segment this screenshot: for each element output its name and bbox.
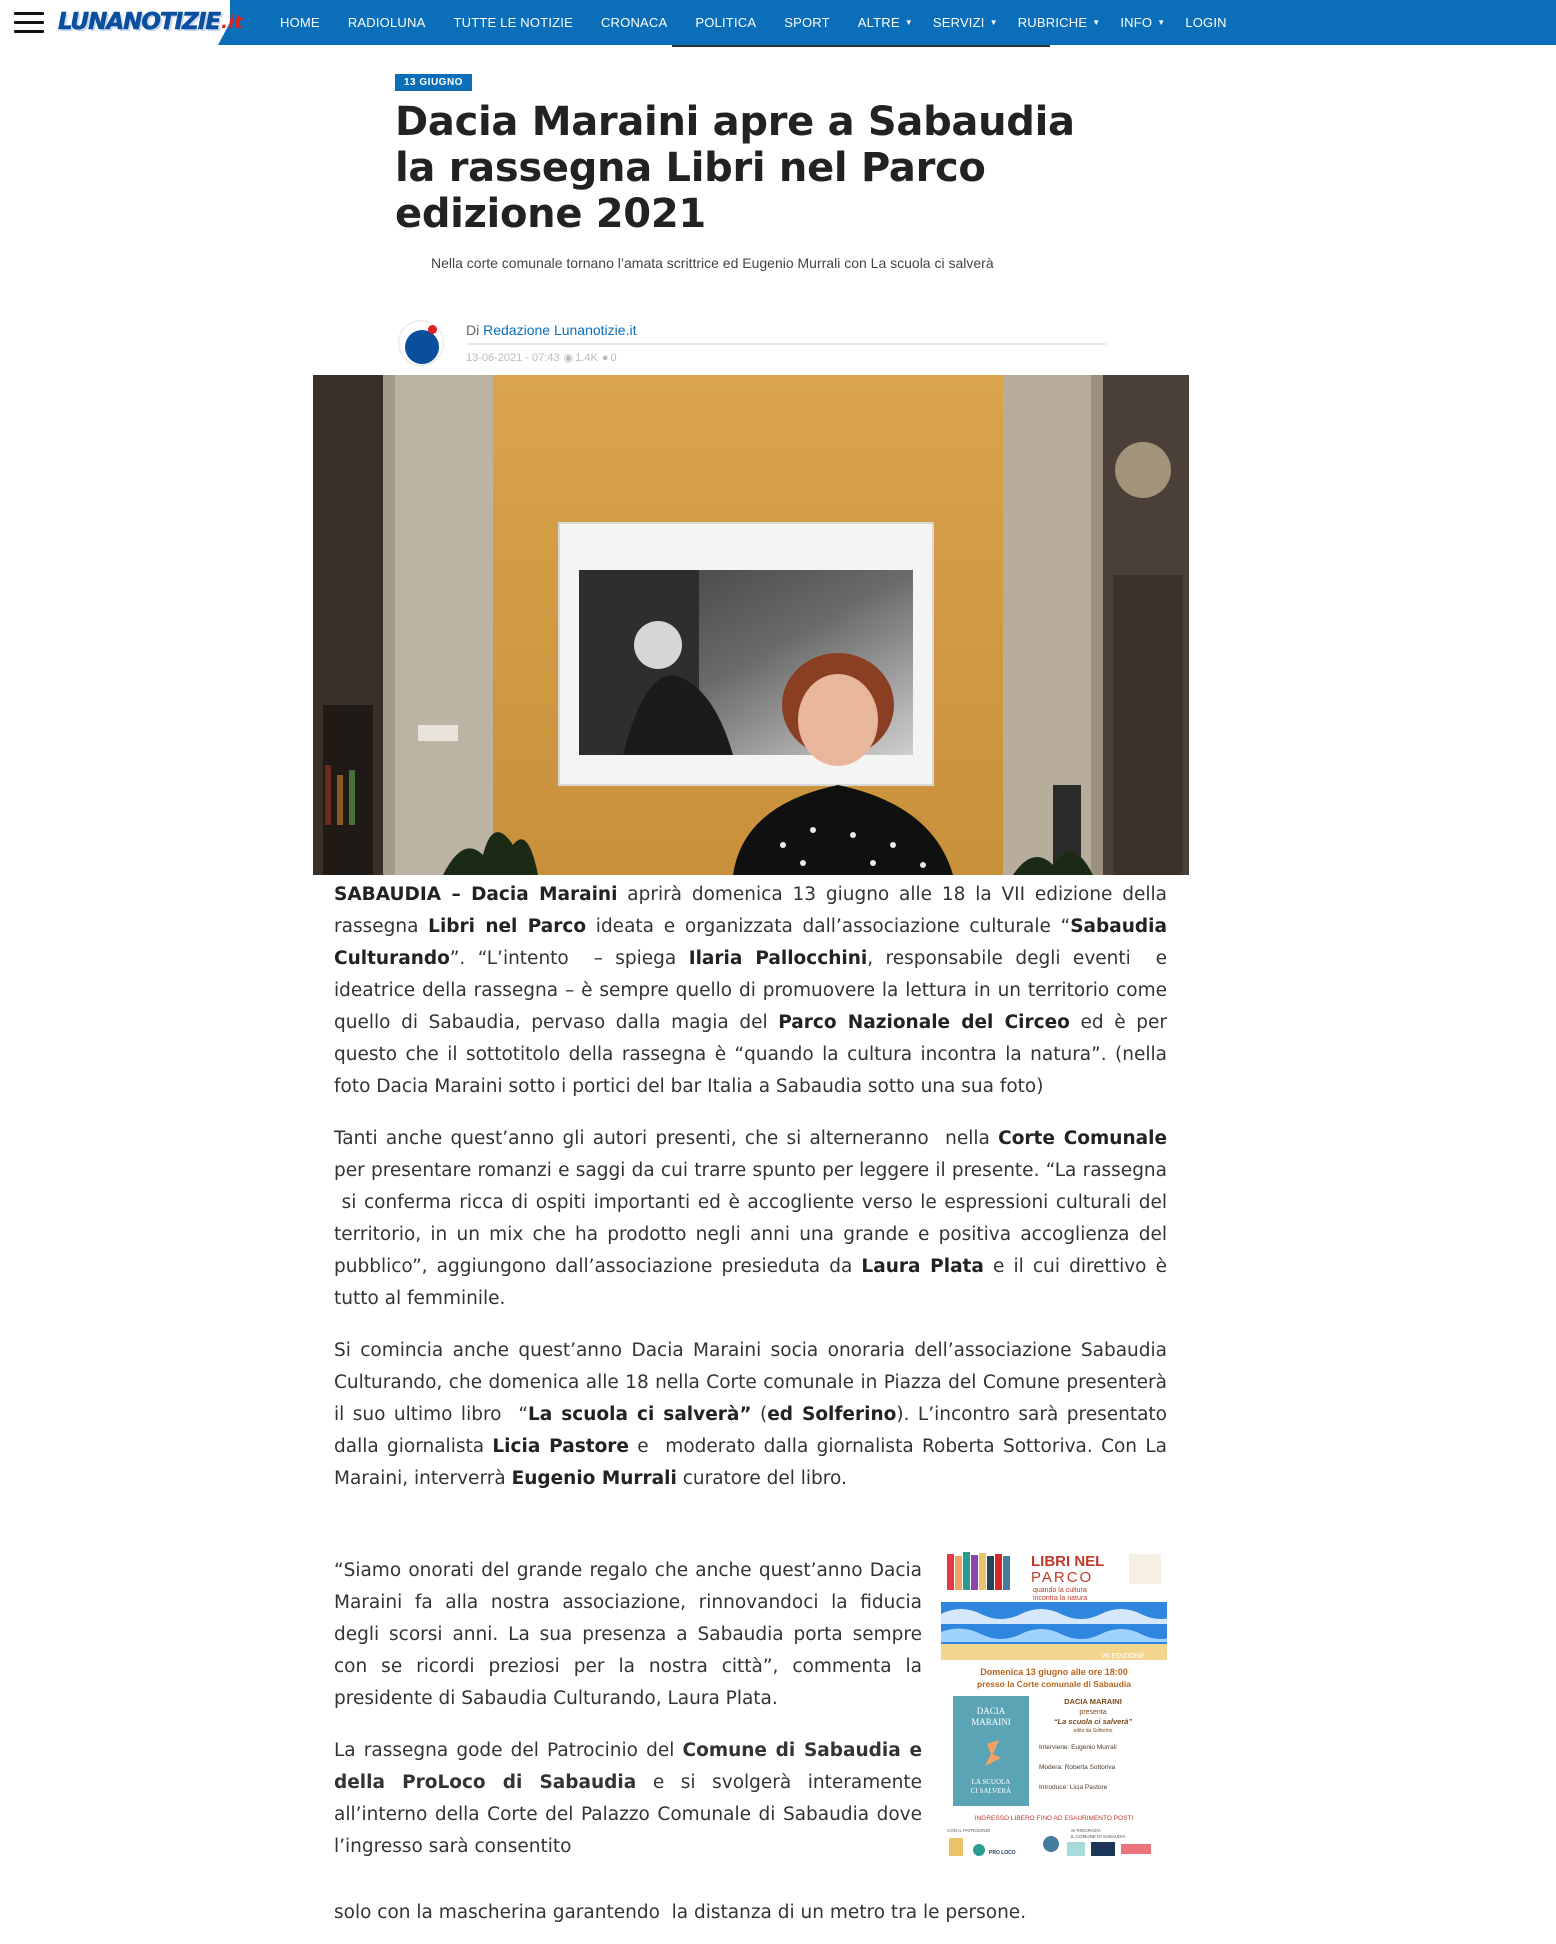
nav-item-radioluna[interactable] (348, 15, 426, 30)
article-subtitle: Nella corte comunale tornano l’amata scrittrice ed Eugenio Murrali con La scuola ci salverà (431, 255, 994, 271)
nav-item-politica[interactable] (695, 15, 756, 30)
poster-patronage: CON IL PATROCINIO (947, 1828, 991, 1833)
view-count: 1.4K (575, 351, 598, 364)
poster-moderator: Modera: Roberta Sottoriva (1039, 1764, 1116, 1771)
poster-proloco: PRO LOCO (989, 1850, 1016, 1856)
poster-title-1: LIBRI NEL (1031, 1553, 1105, 1570)
author-avatar[interactable] (398, 320, 444, 366)
poster-thanks-1: SI RINGRAZIA (1071, 1828, 1102, 1833)
article-title: Dacia Maraini apre a Sabaudia la rassegna Libri nel Parco edizione 2021 (395, 99, 1075, 237)
poster-where: presso la Corte comunale di Sabaudia (977, 1679, 1131, 1689)
nav-label: TUTTE LE NOTIZIE (453, 15, 573, 30)
nav-item-servizi[interactable] (933, 15, 998, 30)
poster-title-2: PARCO (1031, 1569, 1094, 1586)
poster-thanks-2: IL COMUNE DI SABAUDIA (1071, 1834, 1126, 1839)
author-divider (466, 343, 1106, 345)
poster-edition: VII EDIZIONE (1101, 1653, 1145, 1660)
author-block (398, 318, 1108, 370)
event-poster (941, 1544, 1167, 1864)
hero-photo (313, 375, 1189, 875)
logo-wordmark: LUNANOTIZIE (58, 9, 221, 35)
cover-author-2: MARAINI (971, 1717, 1011, 1727)
nav-label: RADIOLUNA (347, 15, 426, 30)
nav-label: ALTRE (857, 15, 900, 30)
article-meta (466, 351, 617, 364)
nav-item-login[interactable] (1185, 15, 1226, 30)
nav-item-rubriche[interactable] (1018, 15, 1101, 30)
paragraph-1: SABAUDIA – Dacia Maraini aprirà domenica 13 giugno alle 18 la VII edizione della rassegna Libri nel Parco ideata e organizzata dall’associazione culturale “Sabaudia Culturando”. “L’intento – spiega Ilaria Pallocchini, responsabile degli eventi e ideatrice della rassegna – è sempre quello di promuovere la lettura in un territorio come quello di Sabaudia, pervaso dalla magia del Parco Nazionale del Circeo ed è per questo che il sottotitolo della rassegna è “quando la cultura incontra la natura”. (nella foto Dacia Maraini sotto i portici del bar Italia a Sabaudia sotto una sua foto) (334, 884, 1167, 1097)
chevron-down-icon: ▼ (904, 18, 913, 27)
nav-label: INFO (1120, 15, 1153, 30)
top-navigation-bar (0, 0, 1556, 45)
logo-suffix: .it (221, 11, 243, 33)
nav-label: SERVIZI (932, 15, 985, 30)
poster-presents: presenta (1079, 1709, 1107, 1716)
paragraph-5: La rassegna gode del Patrocinio del Comune di Sabaudia e della ProLoco di Sabaudia e si svolgerà interamente all’interno della Corte del Palazzo Comunale di Sabaudia dove l’ingresso sarà consentito (334, 1740, 922, 1857)
nav-item-tutte-le-notizie[interactable] (453, 15, 572, 30)
nav-item-sport[interactable] (784, 15, 830, 30)
nav-label: HOME (280, 15, 320, 30)
category-badge[interactable]: 13 GIUGNO (395, 74, 472, 91)
poster-entry: INGRESSO LIBERO FINO AD ESAURIMENTO POSTI (974, 1815, 1134, 1822)
nav-label: CRONACA (600, 15, 668, 30)
poster-introducer: Introduce: Licia Pastore (1039, 1784, 1108, 1791)
comment-count: 0 (610, 351, 617, 364)
cover-title-1: LA SCUOLA (971, 1778, 1011, 1786)
nav-item-info[interactable] (1120, 15, 1165, 30)
cover-author-1: DACIA (976, 1706, 1006, 1716)
poster-speaker: Interviene: Eugenio Murrali (1039, 1744, 1117, 1751)
site-logo[interactable] (58, 7, 243, 37)
nav-item-altre[interactable] (858, 15, 913, 30)
nav-label: POLITICA (695, 15, 757, 30)
cover-title-2: CI SALVERÀ (970, 1787, 1012, 1795)
author-byline (466, 322, 636, 338)
author-link[interactable]: Redazione Lunanotizie.it (483, 322, 637, 338)
paragraph-5-last-line: solo con la mascherina garantendo la distanza di un metro tra le persone. (334, 1902, 1027, 1923)
nav-item-home[interactable] (280, 15, 320, 30)
main-nav (280, 0, 1255, 45)
eye-icon: ◉ (563, 352, 574, 364)
poster-when: Domenica 13 giugno alle ore 18:00 (980, 1667, 1128, 1677)
nav-label: RUBRICHE (1017, 15, 1088, 30)
article-date: 13-06-2021 - 07:43 (466, 351, 560, 364)
nav-label: LOGIN (1185, 15, 1227, 30)
paragraph-3: Si comincia anche quest’anno Dacia Maraini socia onoraria dell’associazione Sabaudia Culturando, che domenica alle 18 nella Corte comunale in Piazza del Comune presenterà il suo ultimo libro “La scuola ci salverà” (ed Solferino). L’incontro sarà presentato dalla giornalista Licia Pastore e moderato dalla giornalista Roberta Sottoriva. Con La Maraini, interverrà Eugenio Murrali curatore del libro. (334, 1340, 1167, 1489)
paragraph-4: “Siamo onorati del grande regalo che anche quest’anno Dacia Maraini fa alla nostra associazione, rinnovandoci la fiducia degli scorsi anni. La sua presenza a Sabaudia porta sempre con se ricordi preziosi per la nostra città”, commenta la presidente di Sabaudia Culturando, Laura Plata. (334, 1560, 922, 1709)
poster-publisher: edito da Solferino (1073, 1728, 1113, 1734)
poster-tagline-1: quando la cultura (1033, 1587, 1087, 1594)
nav-item-cronaca[interactable] (601, 15, 667, 30)
hamburger-icon[interactable] (14, 12, 44, 34)
header-divider (672, 45, 1050, 47)
chevron-down-icon: ▼ (1092, 18, 1101, 27)
comment-icon[interactable]: ● (601, 351, 609, 364)
poster-author: DACIA MARAINI (1064, 1697, 1122, 1706)
poster-book: “La scuola ci salverà” (1053, 1717, 1133, 1726)
nav-label: SPORT (784, 15, 830, 30)
author-prefix: Di (466, 322, 480, 338)
paragraph-2: Tanti anche quest’anno gli autori presenti, che si alterneranno nella Corte Comunale per presentare romanzi e saggi da cui trarre spunto per leggere il presente. “La rassegna si conferma ricca di ospiti importanti ed è accogliente verso le espressioni culturali del territorio, in un mix che ha prodotto negli anni una grande e positiva accoglienza del pubblico”, aggiungono dall’associazione presieduta da Laura Plata e il cui direttivo è tutto al femminile. (334, 1128, 1167, 1309)
article-body (334, 879, 1167, 1495)
poster-tagline-2: incontra la natura (1033, 1595, 1088, 1602)
chevron-down-icon: ▼ (989, 18, 998, 27)
chevron-down-icon: ▼ (1157, 18, 1166, 27)
